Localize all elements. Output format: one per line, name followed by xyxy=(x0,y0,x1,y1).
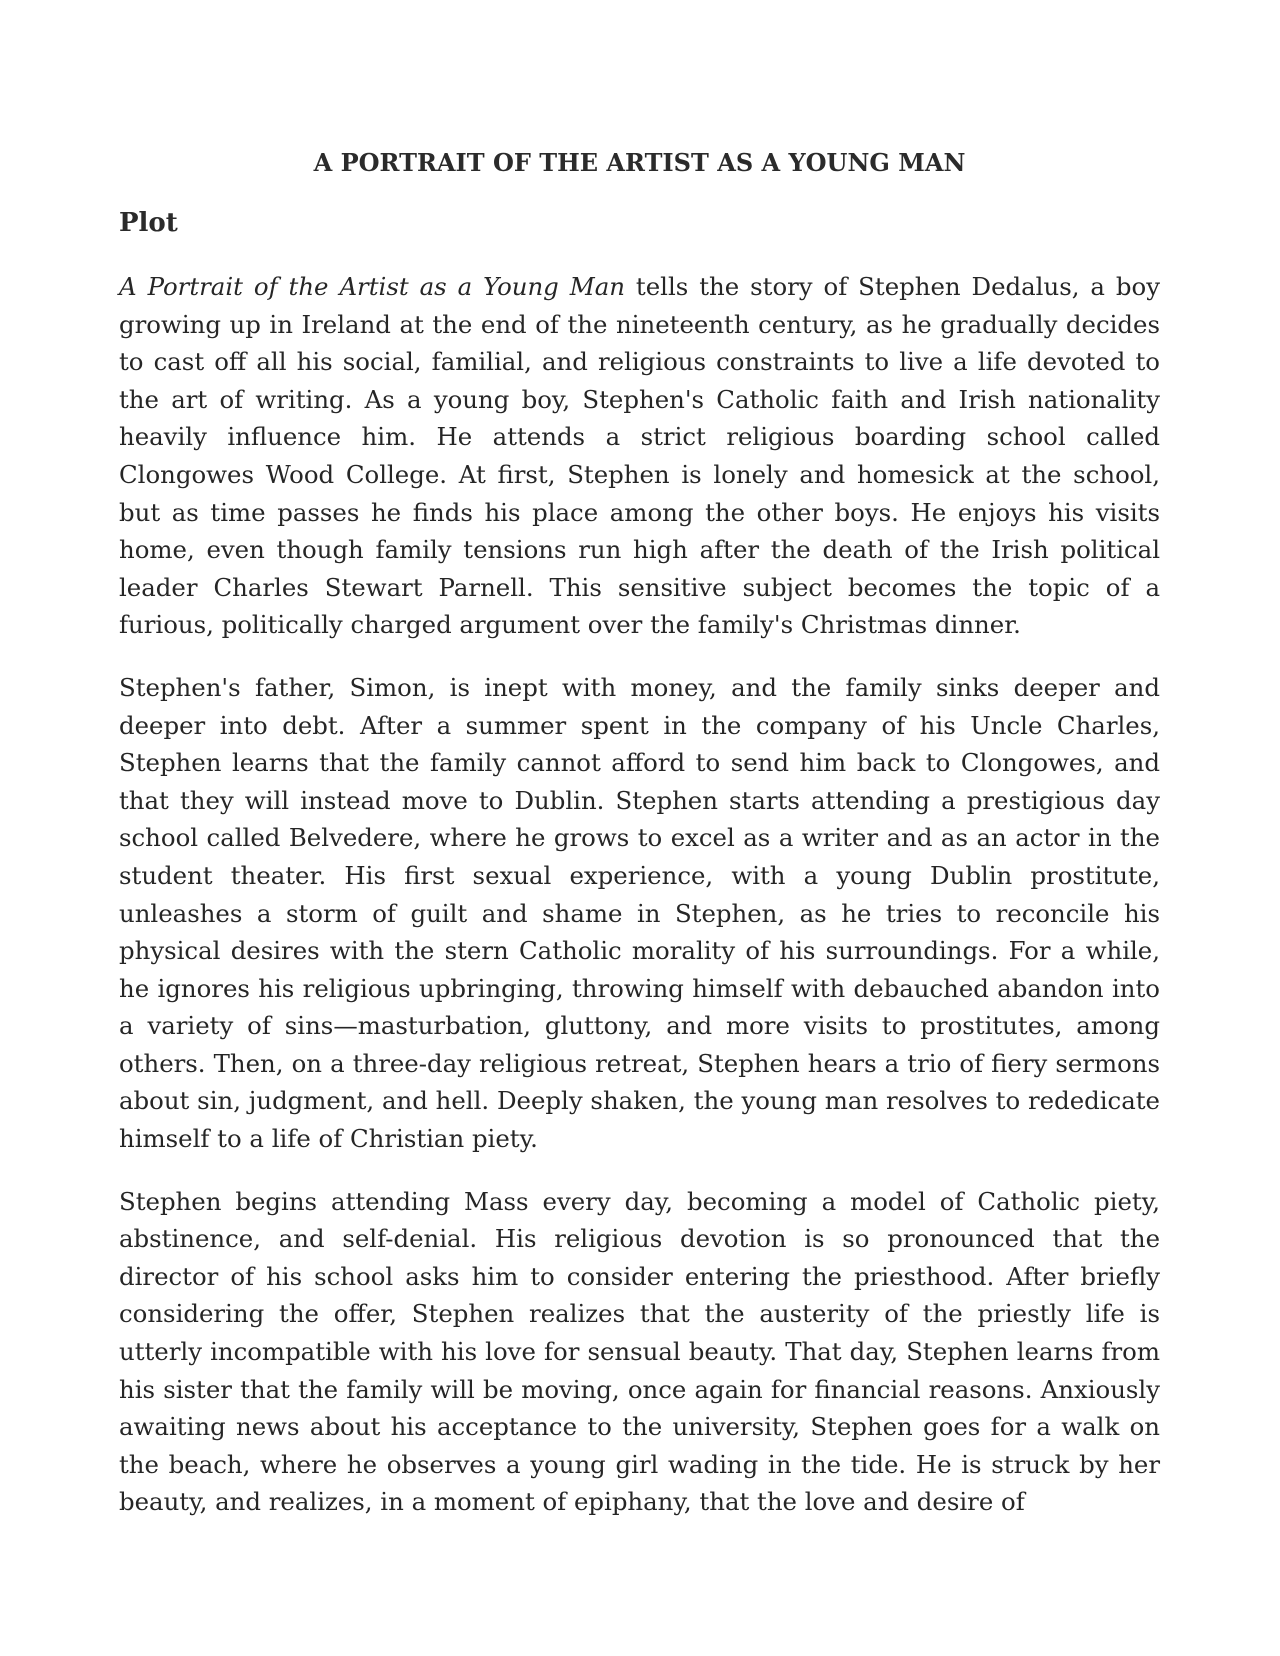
paragraph-3 xyxy=(119,1183,1160,1521)
paragraph-3-text: Stephen begins attending Mass every day, becoming a model of Catholic piety, abstinence, and self-denial. His religious devotion is so pronounced that the director of his school asks him to consider entering the priesthood. After briefly considering the offer, Stephen realizes that the austerity of the priestly life is utterly incompatible with his love for sensual beauty. That day, Stephen learns from his sister that the family will be moving, once again for financial reasons. Anxiously awaiting news about his acceptance to the university, Stephen goes for a walk on the beach, where he observes a young girl wading in the tide. He is struck by her beauty, and realizes, in a moment of epiphany, that the love and desire of xyxy=(119,1186,1160,1517)
document-title: A PORTRAIT OF THE ARTIST AS A YOUNG MAN xyxy=(313,148,966,177)
section-heading: Plot xyxy=(119,208,178,238)
paragraph-2-text: Stephen's father, Simon, is inept with money, and the family sinks deeper and deeper into debt. After a summer spent in the company of his Uncle Charles, Stephen learns that the family cannot afford to send him back to Clongowes, and that they will instead move to Dublin. Stephen starts attending a prestigious day school called Belvedere, where he grows to excel as a writer and as an actor in the student theater. His first sexual experience, with a young Dublin prostitute, unleashes a storm of guilt and shame in Stephen, as he tries to reconcile his physical desires with the stern Catholic morality of his surroundings. For a while, he ignores his religious upbringing, throwing himself with debauched abandon into a variety of sins—masturbation, gluttony, and more visits to prostitutes, among others. Then, on a three-day religious retreat, Stephen hears a trio of fiery sermons about sin, judgment, and hell. Deeply shaken, the young man resolves to rededicate himself to a life of Christian piety. xyxy=(119,672,1160,1154)
paragraph-2 xyxy=(119,669,1160,1158)
book-title-italic: A Portrait of the Artist as a Young Man xyxy=(119,272,625,301)
paragraph-1-text: tells the story of Stephen Dedalus, a boy growing up in Ireland at the end of the nineteenth century, as he gradually decides to cast off all his social, familial, and religious constraints to live a life devoted to the art of writing. As a young boy, Stephen's Catholic faith and Irish nationality heavily influence him. He attends a strict religious boarding school called Clongowes Wood College. At first, Stephen is lonely and homesick at the school, but as time passes he finds his place among the other boys. He enjoys his visits home, even though family tensions run high after the death of the Irish political leader Charles Stewart Parnell. This sensitive subject becomes the topic of a furious, politically charged argument over the family's Christmas dinner. xyxy=(119,272,1160,640)
paragraph-1 xyxy=(119,268,1160,644)
document-page xyxy=(119,146,1160,1521)
